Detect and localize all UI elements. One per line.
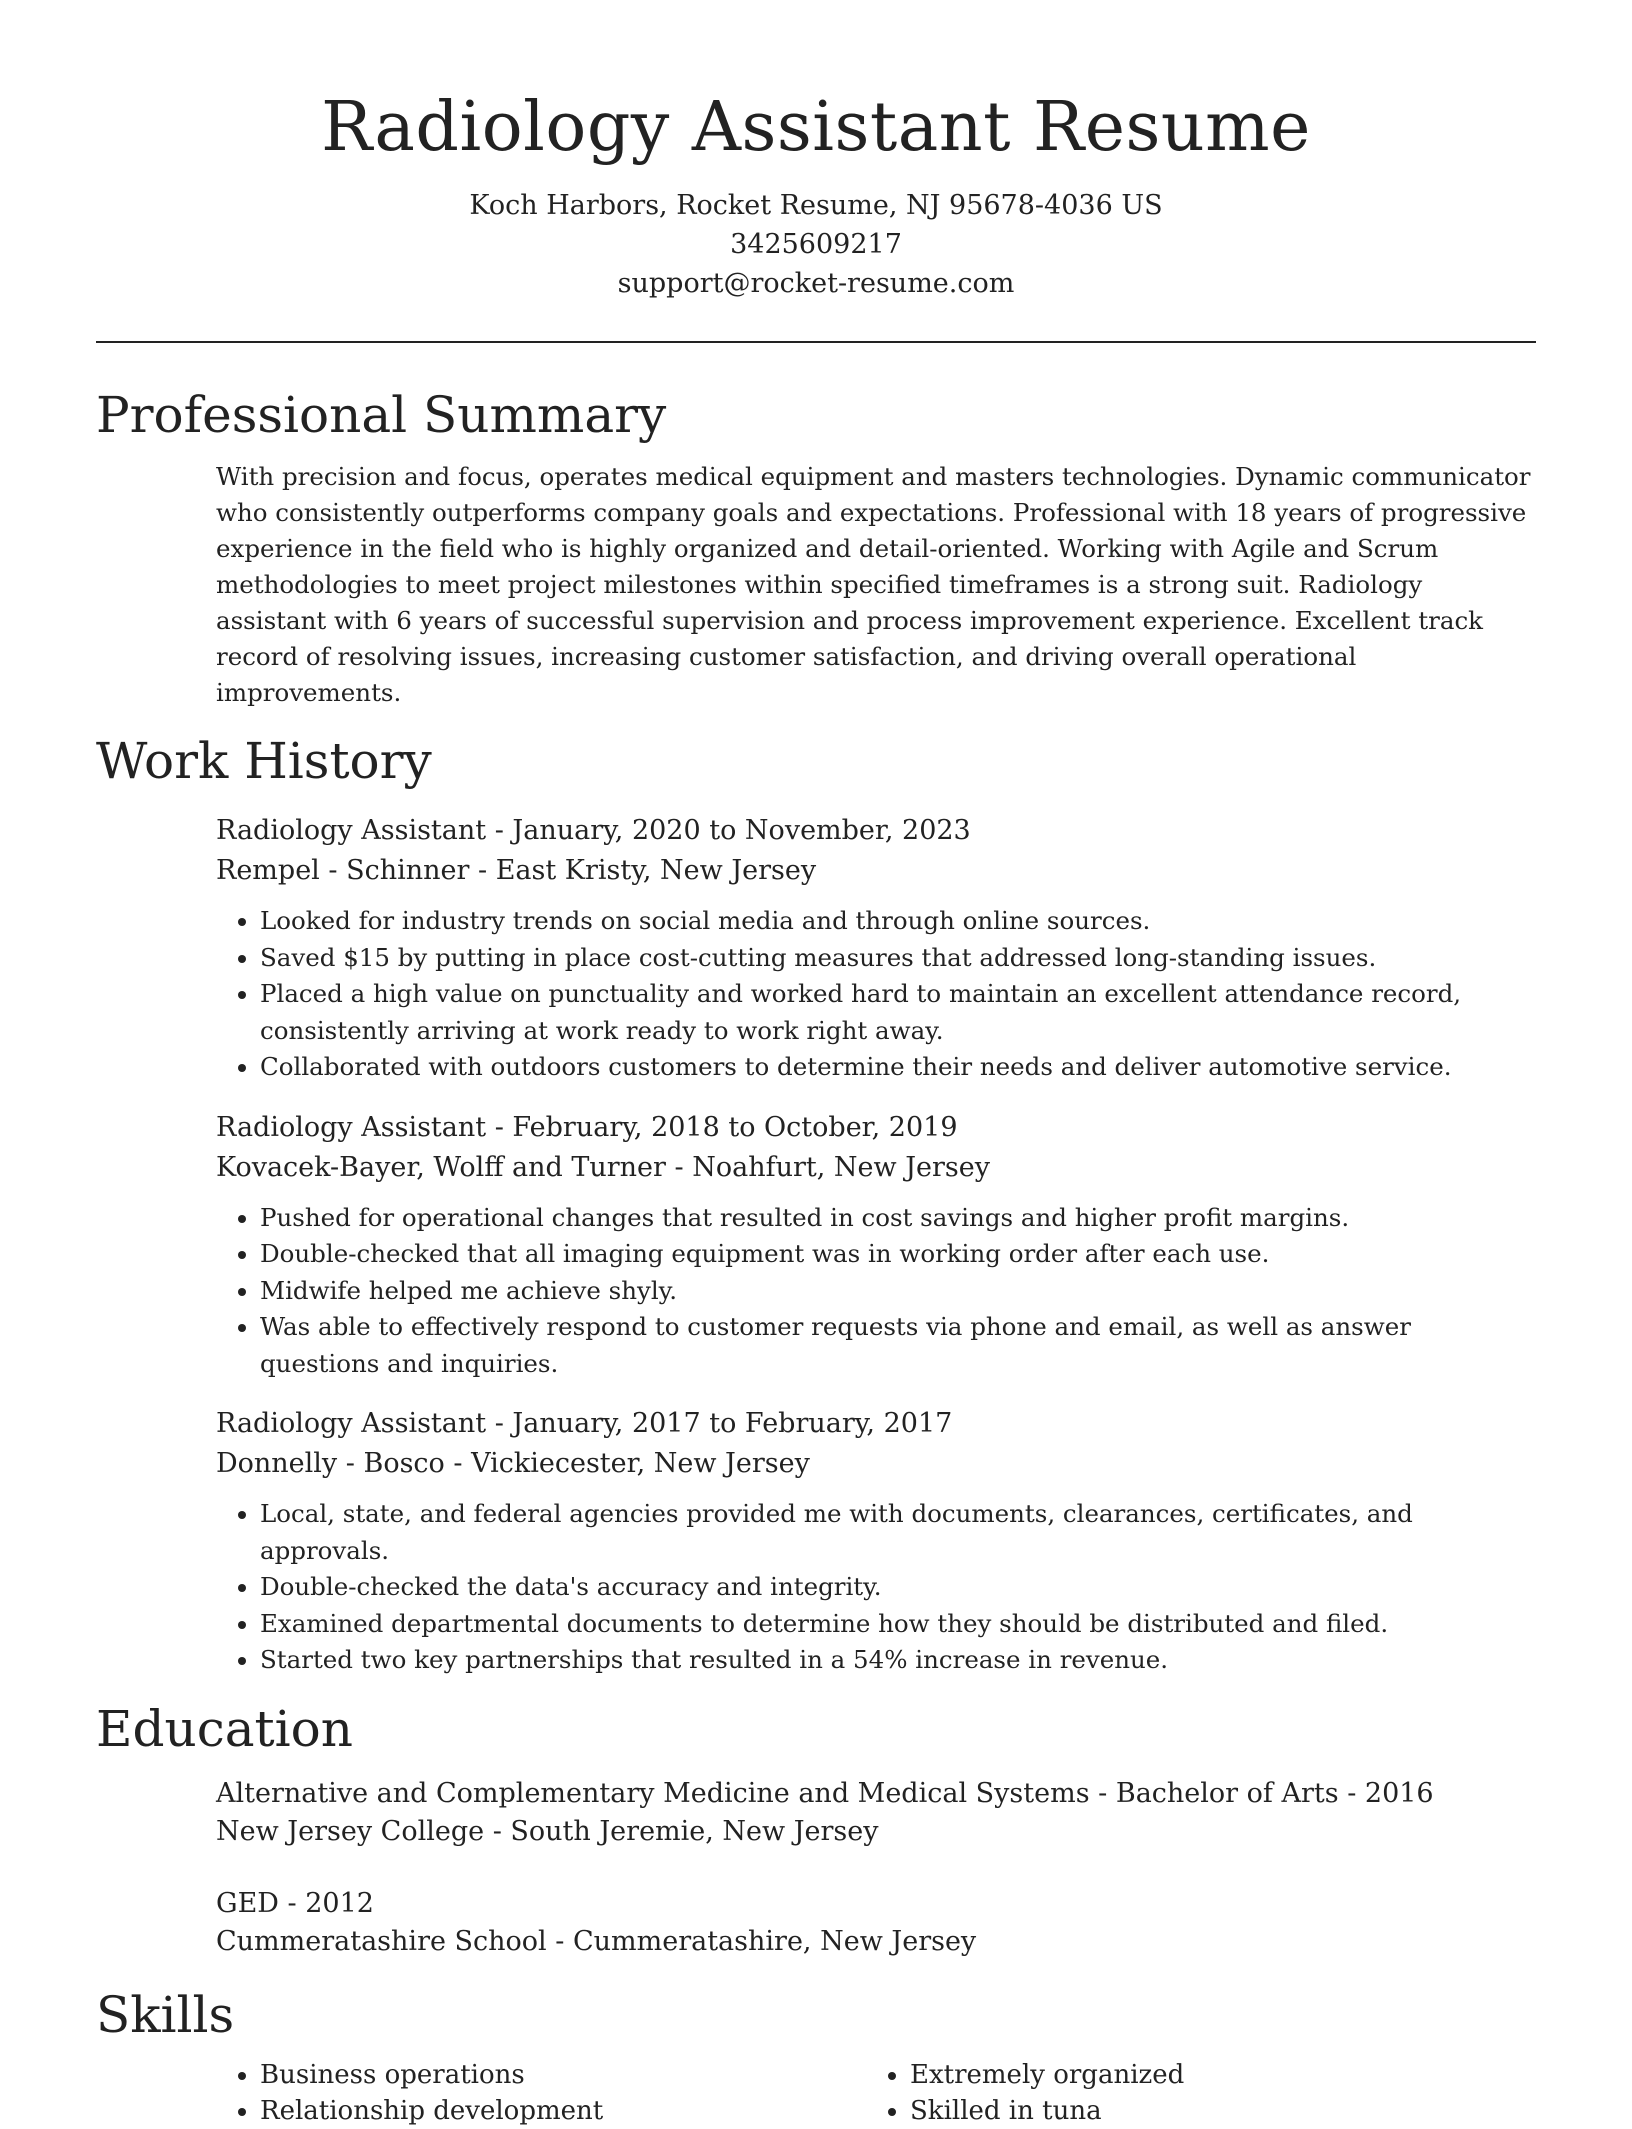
- education-entry: [216, 1885, 1536, 1961]
- edu-year: - 2016: [1338, 1777, 1434, 1809]
- edu-degree: GED: [216, 1887, 279, 1919]
- edu-school: Cummeratashire School: [216, 1925, 547, 1957]
- skills-column-left: [216, 2057, 866, 2129]
- job-dates: - February, 2018 to October, 2019: [486, 1111, 958, 1143]
- job-title: Radiology Assistant: [216, 815, 487, 846]
- job-company-line: [216, 1444, 1536, 1484]
- edu-degree-line: [216, 1885, 1536, 1923]
- job-entry: [216, 811, 1536, 1086]
- list-item: • Relationship development: [260, 2093, 866, 2129]
- job-title: Radiology Assistant: [216, 1111, 487, 1143]
- list-item: • Extremely organized: [910, 2057, 1516, 2093]
- job-company-line: [216, 851, 1536, 891]
- list-item: • Pushed for operational changes that resulted in cost savings and higher profit margins.: [260, 1200, 1536, 1237]
- job-company: Donnelly - Bosco: [216, 1448, 445, 1479]
- edu-year: - 2012: [278, 1887, 374, 1919]
- list-item: • Looked for industry trends on social media and through online sources.: [260, 903, 1536, 940]
- work-history-heading: Work History: [96, 732, 432, 790]
- edu-location: - South Jeremie, New Jersey: [484, 1815, 879, 1847]
- list-item: • Business operations: [260, 2057, 866, 2093]
- job-location: - East Kristy, New Jersey: [469, 855, 817, 886]
- contact-address: Koch Harbors, Rocket Resume, NJ 95678-4036 US: [469, 190, 1163, 221]
- list-item: • Placed a high value on punctuality and worked hard to maintain an excellent attendance record, consistently arriving at work ready to work right away.: [260, 976, 1536, 1049]
- summary-text: With precision and focus, operates medical equipment and masters technologies. Dynamic communicator who consistently outperforms company goals and expectations. Professional with 18 years of progressive experience in the field who is highly organized and detail-oriented. Working with Agile and Scrum methodologies to meet project milestones within specified timeframes is a strong suit. Radiology assistant with 6 years of successful supervision and process improvement experience. Excellent track record of resolving issues, increasing customer satisfaction, and driving overall operational improvements.: [216, 462, 1531, 707]
- contact-email: support@rocket-resume.com: [617, 268, 1015, 299]
- job-bullets: [216, 903, 1536, 1086]
- resume-page: [96, 0, 1536, 2129]
- job-dates: - January, 2020 to November, 2023: [486, 815, 971, 846]
- job-bullets: [216, 1496, 1536, 1679]
- job-entry: [216, 1404, 1536, 1679]
- skills-list: [216, 2057, 1536, 2129]
- skills-heading: Skills: [96, 1985, 235, 2044]
- edu-degree: Alternative and Complementary Medicine and Medical Systems - Bachelor of Arts: [216, 1777, 1339, 1809]
- summary-heading: Professional Summary: [96, 386, 667, 444]
- education-list: [216, 1775, 1536, 1961]
- job-company-line: [216, 1148, 1536, 1188]
- job-title: Radiology Assistant: [216, 1408, 487, 1439]
- contact-phone: 3425609217: [730, 229, 902, 260]
- edu-degree-line: [216, 1775, 1536, 1813]
- page-title: Radiology Assistant Resume: [321, 88, 1311, 167]
- job-location: - Vickiecester, New Jersey: [444, 1448, 810, 1479]
- edu-location: - Cummeratashire, New Jersey: [546, 1925, 977, 1957]
- contact-block: [96, 186, 1536, 303]
- list-item: • Local, state, and federal agencies provided me with documents, clearances, certificates, and approvals.: [260, 1496, 1536, 1569]
- list-item: • Examined departmental documents to determine how they should be distributed and filed.: [260, 1606, 1536, 1643]
- job-bullets: [216, 1200, 1536, 1383]
- work-history-list: [216, 811, 1536, 1679]
- edu-school-line: [216, 1923, 1536, 1961]
- list-item: • Double-checked that all imaging equipment was in working order after each use.: [260, 1236, 1536, 1273]
- edu-school: New Jersey College: [216, 1815, 485, 1847]
- edu-school-line: [216, 1813, 1536, 1851]
- job-location: - Noahfurt, New Jersey: [665, 1151, 991, 1183]
- list-item: • Midwife helped me achieve shyly.: [260, 1273, 1536, 1310]
- education-heading: Education: [96, 1699, 353, 1758]
- job-company: Kovacek-Bayer, Wolff and Turner: [216, 1151, 666, 1183]
- list-item: • Skilled in tuna: [910, 2093, 1516, 2129]
- list-item: • Started two key partnerships that resulted in a 54% increase in revenue.: [260, 1642, 1536, 1679]
- job-title-line: [216, 811, 1536, 851]
- education-entry: [216, 1775, 1536, 1851]
- list-item: • Collaborated with outdoors customers to determine their needs and deliver automotive service.: [260, 1049, 1536, 1086]
- list-item: • Saved $15 by putting in place cost-cutting measures that addressed long-standing issues.: [260, 940, 1536, 977]
- skills-column-right: [866, 2057, 1516, 2129]
- job-title-line: [216, 1404, 1536, 1444]
- job-dates: - January, 2017 to February, 2017: [486, 1408, 953, 1439]
- job-entry: [216, 1108, 1536, 1383]
- job-company: Rempel - Schinner: [216, 855, 470, 886]
- job-title-line: [216, 1108, 1536, 1148]
- header-divider: [96, 341, 1536, 343]
- list-item: • Was able to effectively respond to customer requests via phone and email, as well as answer questions and inquiries.: [260, 1309, 1536, 1382]
- list-item: • Double-checked the data's accuracy and integrity.: [260, 1569, 1536, 1606]
